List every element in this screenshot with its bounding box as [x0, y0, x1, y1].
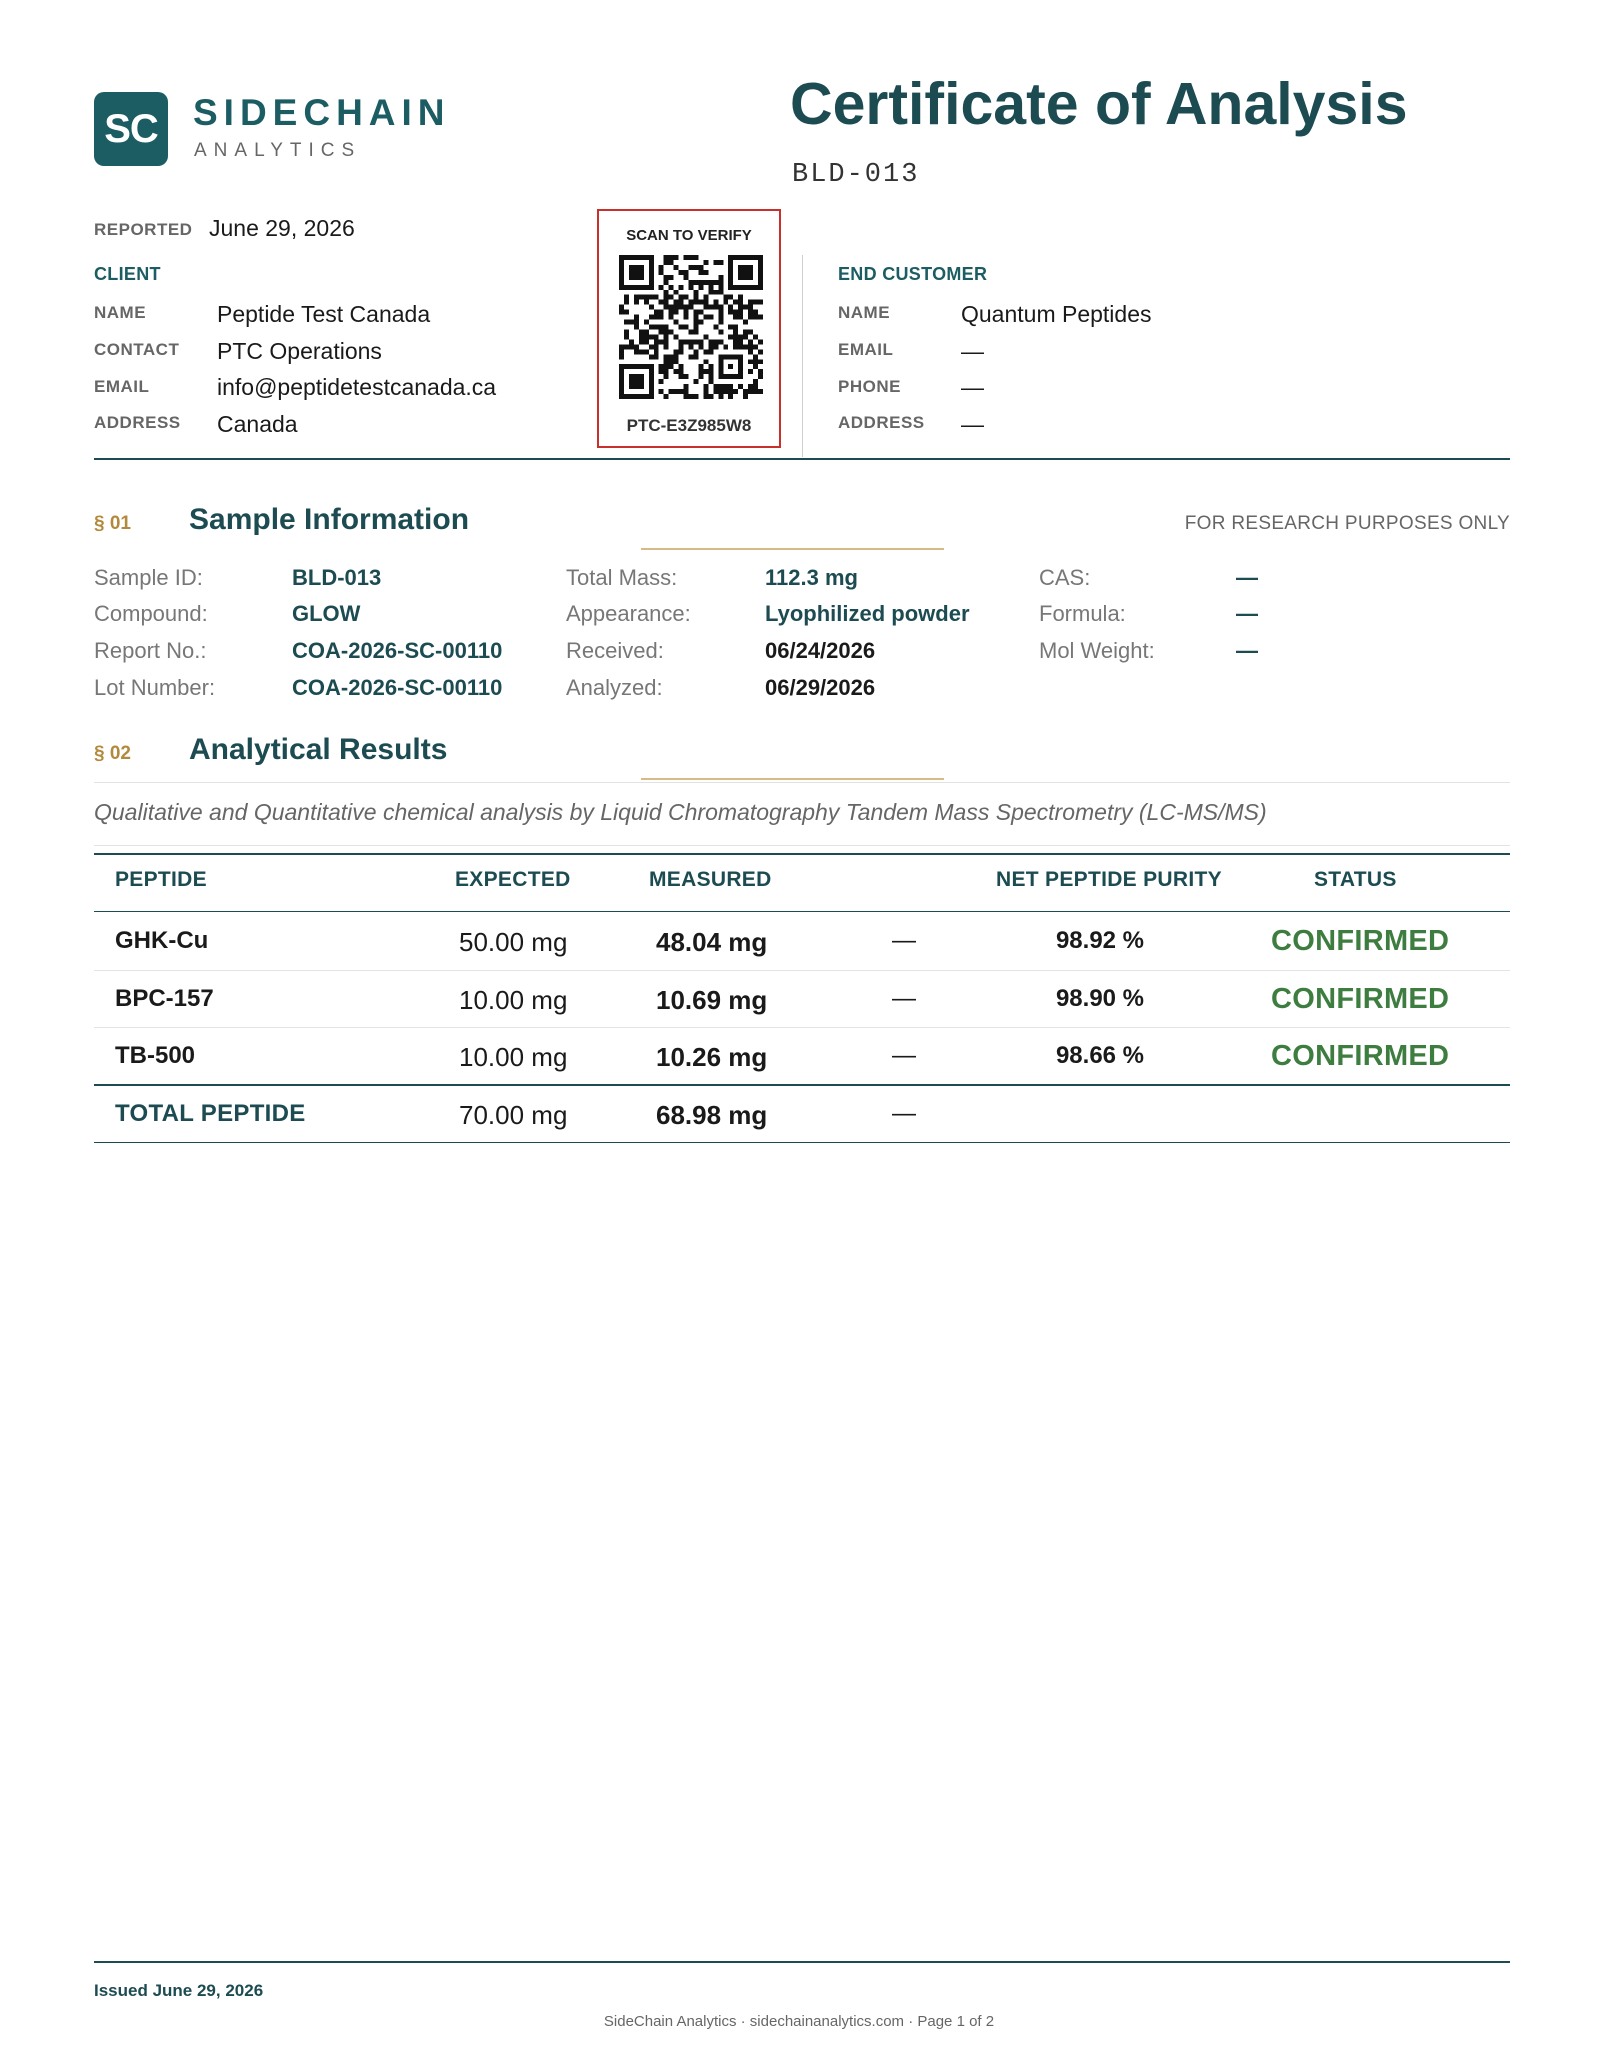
end-customer-phone-value: — — [961, 374, 984, 400]
client-heading: CLIENT — [94, 264, 161, 284]
footer-rule — [94, 1961, 1510, 1963]
sample-id-value: BLD-013 — [292, 565, 382, 590]
formula-label: Formula: — [1039, 601, 1126, 626]
qr-code-icon[interactable] — [619, 255, 763, 399]
client-contact-label: CONTACT — [94, 340, 180, 359]
brand-logo — [94, 92, 168, 166]
total-mass-label: Total Mass: — [566, 565, 678, 590]
end-customer-name-label: NAME — [838, 303, 891, 322]
section2-accent-line — [641, 778, 944, 780]
row-purity: 98.90 % — [1055, 985, 1145, 1012]
cas-value: — — [1236, 565, 1258, 590]
client-address-label: ADDRESS — [94, 413, 181, 432]
row-measured: 10.69 mg — [656, 985, 768, 1015]
total-dash: — — [892, 1100, 916, 1127]
total-top-rule — [94, 1084, 1510, 1086]
header-measured: MEASURED — [649, 868, 772, 891]
verify-code: PTC-E3Z985W8 — [626, 416, 752, 435]
received-value: 06/24/2026 — [765, 638, 876, 663]
header-rule — [94, 458, 1510, 460]
end-customer-email-value: — — [961, 338, 984, 364]
header-status: STATUS — [1314, 868, 1397, 891]
verify-title: SCAN TO VERIFY — [626, 227, 752, 244]
issued-date: Issued June 29, 2026 — [94, 1981, 264, 2000]
analyzed-label: Analyzed: — [566, 675, 663, 700]
header-peptide: PEPTIDE — [115, 868, 207, 891]
section2-rule — [94, 782, 1510, 783]
brand-subtitle: ANALYTICS — [194, 140, 362, 161]
row-dash: — — [892, 985, 916, 1012]
header-purity: NET PEPTIDE PURITY — [996, 868, 1222, 891]
total-mass-value: 112.3 mg — [765, 565, 858, 590]
brand-logo-text: SC — [104, 106, 158, 151]
analyzed-value: 06/29/2026 — [765, 675, 876, 700]
reported-date: June 29, 2026 — [209, 215, 355, 241]
end-customer-phone-label: PHONE — [838, 377, 901, 396]
appearance-value: Lyophilized powder — [765, 601, 970, 626]
row-peptide: TB-500 — [115, 1042, 196, 1069]
row-divider — [94, 970, 1510, 971]
client-address-value: Canada — [217, 411, 298, 437]
reported-label: REPORTED — [94, 220, 193, 239]
appearance-label: Appearance: — [566, 601, 691, 626]
document-title: Certificate of Analysis — [790, 71, 1408, 137]
client-name-label: NAME — [94, 303, 147, 322]
row-dash: — — [892, 927, 916, 954]
brand-name: SIDECHAIN — [193, 92, 451, 133]
lot-number-value: COA-2026-SC-00110 — [292, 675, 503, 700]
row-measured: 48.04 mg — [656, 927, 768, 957]
verify-qr-box[interactable] — [597, 209, 781, 448]
total-expected: 70.00 mg — [459, 1100, 568, 1130]
report-no-value: COA-2026-SC-00110 — [292, 638, 503, 663]
lot-number-label: Lot Number: — [94, 675, 216, 700]
section1-number: § 01 — [94, 513, 131, 534]
section2-title: Analytical Results — [189, 733, 448, 766]
end-customer-address-value: — — [961, 411, 984, 437]
section1-title: Sample Information — [189, 503, 470, 536]
received-label: Received: — [566, 638, 664, 663]
table-bottom-rule — [94, 1142, 1510, 1143]
row-status: CONFIRMED — [1271, 1040, 1450, 1072]
client-email-value: info@peptidetestcanada.ca — [217, 374, 497, 400]
analysis-method: Qualitative and Quantitative chemical analysis by Liquid Chromatography Tandem Mass Spectrometry (LC-MS/MS) — [94, 799, 1267, 825]
row-expected: 10.00 mg — [459, 985, 568, 1015]
total-label: TOTAL PEPTIDE — [115, 1100, 306, 1127]
section1-accent-line — [641, 548, 944, 550]
research-notice: FOR RESEARCH PURPOSES ONLY — [1184, 513, 1510, 534]
compound-value: GLOW — [292, 601, 361, 626]
client-contact-value: PTC Operations — [217, 338, 382, 364]
row-expected: 50.00 mg — [459, 927, 568, 957]
mol-weight-label: Mol Weight: — [1039, 638, 1155, 663]
client-email-label: EMAIL — [94, 377, 150, 396]
end-customer-address-label: ADDRESS — [838, 413, 925, 432]
method-rule — [94, 845, 1510, 846]
row-purity: 98.66 % — [1055, 1042, 1145, 1069]
end-customer-email-label: EMAIL — [838, 340, 894, 359]
row-peptide: BPC-157 — [115, 985, 214, 1012]
row-divider — [94, 1027, 1510, 1028]
row-status: CONFIRMED — [1271, 925, 1450, 957]
report-no-label: Report No.: — [94, 638, 207, 663]
end-customer-heading: END CUSTOMER — [838, 264, 988, 284]
row-peptide: GHK-Cu — [115, 927, 209, 954]
document-code: BLD-013 — [792, 160, 920, 190]
footer-text: SideChain Analytics · sidechainanalytics.com · Page 1 of 2 — [603, 2013, 995, 2030]
table-header-rule — [94, 911, 1510, 912]
sample-id-label: Sample ID: — [94, 565, 203, 590]
row-expected: 10.00 mg — [459, 1042, 568, 1072]
compound-label: Compound: — [94, 601, 208, 626]
table-top-rule — [94, 853, 1510, 855]
header-divider — [802, 255, 803, 457]
mol-weight-value: — — [1236, 638, 1258, 663]
client-name-value: Peptide Test Canada — [217, 301, 431, 327]
row-dash: — — [892, 1042, 916, 1069]
row-status: CONFIRMED — [1271, 983, 1450, 1015]
header-expected: EXPECTED — [455, 868, 571, 891]
total-measured: 68.98 mg — [656, 1100, 768, 1130]
end-customer-name-value: Quantum Peptides — [961, 301, 1152, 327]
row-purity: 98.92 % — [1055, 927, 1145, 954]
formula-value: — — [1236, 601, 1258, 626]
cas-label: CAS: — [1039, 565, 1091, 590]
section2-number: § 02 — [94, 743, 131, 764]
row-measured: 10.26 mg — [656, 1042, 768, 1072]
